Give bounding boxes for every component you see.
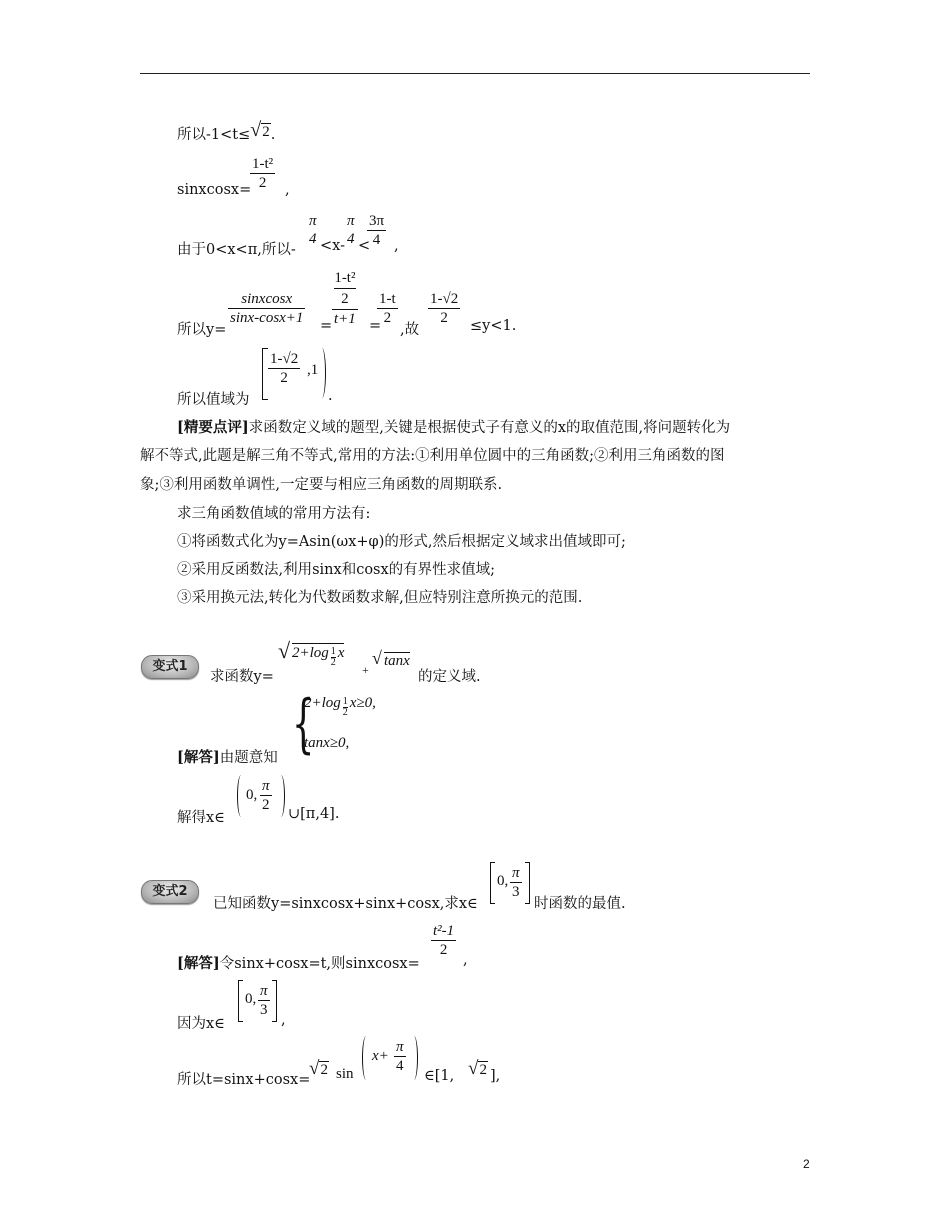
header-rule bbox=[140, 73, 810, 74]
inner-denominator: 2 bbox=[341, 291, 349, 307]
method-3: ③采用换元法,转化为代数函数求解,但应特别注意所换元的范围. bbox=[177, 590, 583, 606]
system-ineq-1: x≥0, bbox=[349, 695, 376, 711]
answer-tag: [解答] bbox=[177, 749, 220, 766]
fraction-denominator: sinx-cosx+1 bbox=[230, 310, 304, 326]
left-bracket bbox=[238, 980, 243, 1022]
answer-tag: [解答] bbox=[177, 955, 220, 972]
variant-1-question-lead: 求函数y= bbox=[210, 669, 274, 685]
t-range-end: ], bbox=[490, 1068, 501, 1084]
fraction-denominator: 2 bbox=[439, 942, 448, 958]
fraction-denominator: t+1 bbox=[334, 311, 356, 327]
fraction-denominator: 2 bbox=[280, 370, 288, 386]
fraction-numerator: 1-√2 bbox=[430, 291, 459, 307]
x-range-lead: 由于0<x<π,所以- bbox=[177, 242, 296, 258]
fraction-numerator: π bbox=[396, 1039, 404, 1055]
fraction-numerator: 1-t² bbox=[252, 156, 274, 172]
fraction-range bbox=[268, 350, 300, 387]
fraction-pi-3 bbox=[510, 864, 522, 901]
x-range-mid: <x- bbox=[320, 238, 345, 254]
sqrt-2: 2 bbox=[262, 124, 270, 140]
fraction-denominator: 4 bbox=[396, 1058, 404, 1074]
comment-text-1: 求函数定义域的题型,关键是根据使式子有意义的x的取值范围,将问题转化为 bbox=[248, 420, 731, 436]
variant-1-badge: 变式1 bbox=[141, 655, 199, 679]
fraction-pi-4-b bbox=[345, 212, 357, 248]
inner-numerator: 1-t² bbox=[334, 268, 356, 289]
because-lead: 因为x∈ bbox=[177, 1016, 225, 1032]
fraction-denominator: 4 bbox=[347, 231, 355, 247]
t-range-text: 所以-1<t≤ bbox=[177, 127, 251, 143]
equals-sign: = bbox=[320, 318, 333, 334]
system-line-2: tanx≥0, bbox=[304, 735, 350, 751]
fraction-numerator: sinxcosx bbox=[228, 290, 305, 309]
result-lead: 解得x∈ bbox=[177, 810, 225, 826]
variant-1-answer bbox=[177, 746, 278, 767]
x-range-mid2: < bbox=[358, 238, 371, 254]
fraction-denominator: 2 bbox=[383, 310, 392, 326]
fraction-denominator: 3 bbox=[260, 1002, 268, 1018]
angle-x-plus: x+ bbox=[372, 1048, 389, 1064]
interval-start: 0, bbox=[245, 991, 257, 1007]
fraction-numerator: π bbox=[512, 865, 520, 881]
fraction-numerator: 1-t bbox=[379, 291, 396, 307]
variant-1-question-end: 的定义域. bbox=[418, 669, 481, 685]
t-expression-lead: 所以t=sinx+cosx= bbox=[177, 1072, 311, 1088]
fraction-denominator: 2 bbox=[258, 175, 267, 191]
y-range-end: ≤y<1. bbox=[470, 318, 517, 334]
sin-text: sin bbox=[336, 1066, 354, 1082]
fraction-sinxcosx bbox=[228, 290, 305, 327]
answer-lead: 由题意知 bbox=[219, 750, 278, 766]
answer-lead: 令sinx+cosx=t,则sinxcosx= bbox=[219, 956, 420, 972]
log-base-num: 1 bbox=[330, 646, 336, 657]
therefore-text: ,故 bbox=[400, 322, 420, 338]
fraction-compound bbox=[332, 268, 358, 328]
variant-2-badge: 变式2 bbox=[141, 880, 199, 904]
fraction-pi-2 bbox=[260, 777, 272, 814]
right-paren bbox=[277, 775, 285, 817]
fraction-3pi-4 bbox=[367, 212, 386, 249]
equals-sign: = bbox=[369, 318, 382, 334]
radicand-log bbox=[292, 643, 344, 668]
log-base-den: 2 bbox=[342, 707, 348, 718]
fraction-numerator: 3π bbox=[369, 213, 385, 229]
variant-2-answer bbox=[177, 952, 420, 973]
sqrt-2-coef: √2 bbox=[309, 1058, 328, 1079]
comment-line-2: 解不等式,此题是解三角不等式,常用的方法:①利用单位圆中的三角函数;②利用三角函数的图 bbox=[140, 448, 725, 464]
comment-line-3: 象;③利用函数单调性,一定要与相应三角函数的周期联系. bbox=[140, 477, 503, 493]
system-line-1 bbox=[304, 695, 376, 718]
methods-title: 求三角函数值域的常用方法有: bbox=[177, 506, 371, 522]
right-paren bbox=[410, 1036, 418, 1080]
line-end: , bbox=[285, 182, 290, 198]
line-t-range: 所以-1<t≤√2. bbox=[177, 119, 276, 143]
fraction-pi-3-b bbox=[258, 982, 270, 1019]
log-base-num: 1 bbox=[342, 696, 348, 707]
comment-tag: [精要点评] bbox=[177, 419, 249, 436]
range-lead: 所以值域为 bbox=[177, 392, 250, 408]
fraction-denominator: 2 bbox=[262, 797, 270, 813]
line-end: , bbox=[281, 1012, 286, 1028]
plus-sign: + bbox=[362, 663, 369, 677]
system-brace: { bbox=[292, 687, 315, 761]
fraction-numerator: π bbox=[309, 213, 317, 229]
radicand-tanx: tanx bbox=[384, 653, 410, 669]
variant-2-question-lead: 已知函数y=sinxcosx+sinx+cosx,求x∈ bbox=[213, 896, 478, 912]
line-end: , bbox=[463, 952, 468, 968]
radical-sign-1: √ bbox=[278, 638, 291, 663]
sqrt-2-upper: √2 bbox=[468, 1058, 487, 1079]
fraction-numerator: 1-√2 bbox=[270, 351, 299, 367]
log-arg: x bbox=[337, 645, 345, 661]
fraction-1-t2-over-2 bbox=[250, 155, 275, 192]
fraction-1-sqrt2-over-2 bbox=[428, 290, 460, 327]
range-upper: ,1 bbox=[307, 362, 319, 378]
left-paren bbox=[362, 1036, 370, 1080]
variant-2-question-end: 时函数的最值. bbox=[534, 896, 626, 912]
sqrt-radicand: 2 bbox=[479, 1062, 487, 1078]
fraction-denominator: 4 bbox=[309, 231, 317, 247]
fraction-numerator: π bbox=[260, 983, 268, 999]
right-bracket bbox=[525, 862, 530, 904]
result-end: ∪[π,4]. bbox=[288, 806, 340, 822]
page-number: 2 bbox=[803, 1157, 810, 1171]
fraction-denominator: 2 bbox=[440, 310, 448, 326]
left-paren bbox=[237, 775, 245, 817]
sqrt-radicand: 2 bbox=[320, 1062, 328, 1078]
method-2: ②采用反函数法,利用sinx和cosx的有界性求值域; bbox=[177, 562, 496, 578]
comment-line-1 bbox=[177, 416, 730, 437]
fraction-numerator: π bbox=[347, 213, 355, 229]
fraction-numerator: π bbox=[262, 778, 270, 794]
fraction-denominator: 3 bbox=[512, 884, 520, 900]
sinxcosx-lead: sinxcosx= bbox=[177, 182, 252, 198]
interval-start: 0, bbox=[497, 873, 509, 889]
line-end: . bbox=[270, 127, 276, 143]
fraction-denominator: 4 bbox=[372, 232, 381, 248]
left-bracket bbox=[490, 862, 495, 904]
line-end: , bbox=[394, 238, 399, 254]
system-log: 2+log bbox=[304, 695, 341, 711]
log-base-den: 2 bbox=[330, 657, 336, 668]
right-paren bbox=[318, 348, 326, 398]
fraction-t2-1-over-2 bbox=[431, 922, 456, 959]
fraction-1-t-over-2 bbox=[377, 290, 398, 327]
fraction-pi-4-a bbox=[307, 212, 319, 248]
line-end: . bbox=[328, 388, 333, 404]
t-range-start: ∈[1, bbox=[424, 1068, 455, 1084]
radical-sign-2: √ bbox=[372, 648, 382, 668]
interval-start: 0, bbox=[246, 787, 258, 803]
y-lead: 所以y= bbox=[177, 322, 227, 338]
method-1: ①将函数式化为y=Asin(ωx+φ)的形式,然后根据定义域求出值域即可; bbox=[177, 534, 626, 550]
log-text: 2+log bbox=[292, 645, 329, 661]
fraction-pi-4 bbox=[394, 1038, 406, 1075]
line-x-range bbox=[177, 238, 296, 259]
fraction-numerator: t²-1 bbox=[433, 923, 455, 939]
right-bracket bbox=[272, 980, 277, 1022]
